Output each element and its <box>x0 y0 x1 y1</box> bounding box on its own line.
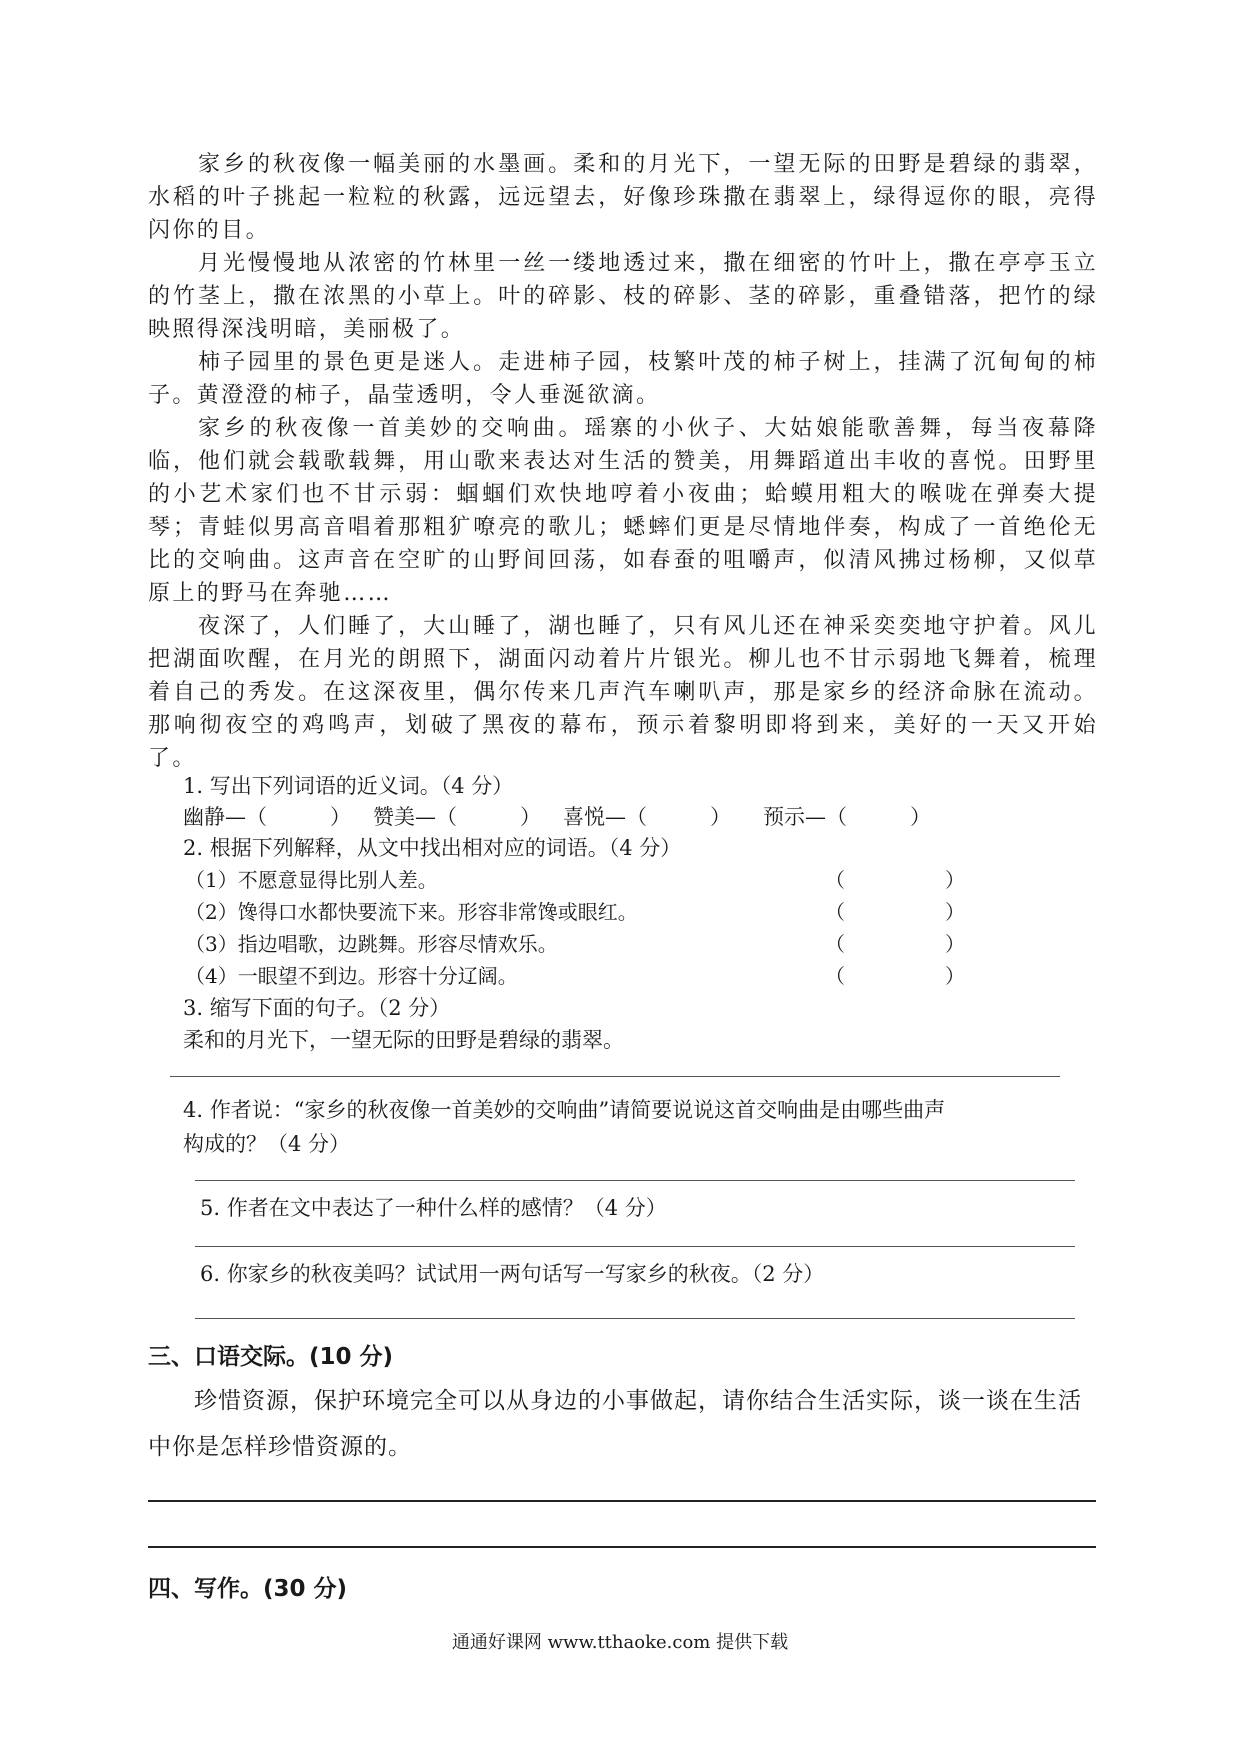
question-4-cont: 构成的？（4 分） <box>183 1132 351 1156</box>
definition-text: （4）一眼望不到边。形容十分辽阔。 <box>185 964 518 988</box>
passage-paragraph: 月光慢慢地从浓密的竹林里一丝一缕地透过来，撒在细密的竹叶上，撒在亭亭玉立的竹茎上，撒在浓黑的小草上。叶的碎影、枝的碎影、茎的碎影，重叠错落，把竹的绿映照得深浅明暗，美丽极了。 <box>148 251 1098 342</box>
reading-passage <box>148 148 1098 775</box>
answer-line <box>195 1318 1075 1319</box>
definition-text: （3）指边唱歌，边跳舞。形容尽情欢乐。 <box>185 932 558 956</box>
question-4: 4. 作者说：“家乡的秋夜像一首美妙的交响曲”请简要说说这首交响曲是由哪些曲声 <box>183 1098 946 1122</box>
definition-row <box>183 928 1098 960</box>
question-1: 1. 写出下列词语的近义词。（4 分） <box>183 774 514 798</box>
answer-blank: （ ） <box>825 932 965 956</box>
writing-line <box>148 1546 1096 1548</box>
synonym-item: 赞美—（ ） <box>373 805 541 829</box>
writing-line <box>148 1500 1096 1502</box>
question-list <box>183 770 1098 1056</box>
question-5: 5. 作者在文中表达了一种什么样的感情？（4 分） <box>200 1196 667 1220</box>
oral-prompt <box>148 1378 1098 1470</box>
answer-blank: （ ） <box>825 868 965 892</box>
definition-text: （1）不愿意显得比别人差。 <box>185 868 438 892</box>
footer-text: 通通好课网 www.tthaoke.com 提供下载 <box>451 1632 789 1653</box>
oral-prompt-text: 珍惜资源，保护环境完全可以从身边的小事做起，请你结合生活实际，谈一谈在生活中你是怎样珍惜资源的。 <box>148 1388 1082 1460</box>
synonym-item: 预示—（ ） <box>763 805 931 829</box>
answer-line <box>195 1180 1075 1181</box>
passage-paragraph: 家乡的秋夜像一首美妙的交响曲。瑶寨的小伙子、大姑娘能歌善舞，每当夜幕降临，他们就会载歌载舞，用山歌来表达对生活的赞美，用舞蹈道出丰收的喜悦。田野里的小艺术家们也不甘示弱：蝈蝈们欢快地哼着小夜曲；蛤蟆用粗大的喉咙在弹奏大提琴；青蛙似男高音唱着那粗犷嘹亮的歌儿；蟋蟀们更是尽情地伴奏，构成了一首绝伦无比的交响曲。这声音在空旷的山野间回荡，如春蚕的咀嚼声，似清风拂过杨柳，又似草原上的野马在奔驰…… <box>148 416 1098 606</box>
question-3-sentence: 柔和的月光下，一望无际的田野是碧绿的翡翠。 <box>183 1028 624 1052</box>
passage-paragraph: 柿子园里的景色更是迷人。走进柿子园，枝繁叶茂的柿子树上，挂满了沉甸甸的柿子。黄澄澄的柿子，晶莹透明，令人垂涎欲滴。 <box>148 350 1098 408</box>
synonym-item: 喜悦—（ ） <box>563 805 731 829</box>
question-3: 3. 缩写下面的句子。（2 分） <box>183 996 451 1020</box>
definition-text: （2）馋得口水都快要流下来。形容非常馋或眼红。 <box>185 900 638 924</box>
definition-row <box>183 864 1098 896</box>
synonym-item: 幽静—（ ） <box>183 805 351 829</box>
answer-line <box>195 1246 1075 1247</box>
definition-row <box>183 960 1098 992</box>
passage-paragraph: 夜深了，人们睡了，大山睡了，湖也睡了，只有风儿还在神采奕奕地守护着。风儿把湖面吹醒，在月光的朗照下，湖面闪动着片片银光。柳儿也不甘示弱地飞舞着，梳理着自己的秀发。在这深夜里，偶尔传来几声汽车喇叭声，那是家乡的经济命脉在流动。那响彻夜空的鸡鸣声，划破了黑夜的幕布，预示着黎明即将到来，美好的一天又开始了。 <box>148 614 1098 771</box>
answer-blank: （ ） <box>825 900 965 924</box>
synonym-row <box>183 802 1098 832</box>
question-6: 6. 你家乡的秋夜美吗？试试用一两句话写一写家乡的秋夜。（2 分） <box>200 1262 825 1286</box>
passage-paragraph: 家乡的秋夜像一幅美丽的水墨画。柔和的月光下，一望无际的田野是碧绿的翡翠，水稻的叶子挑起一粒粒的秋露，远远望去，好像珍珠撒在翡翠上，绿得逗你的眼，亮得闪你的目。 <box>148 152 1098 243</box>
answer-blank: （ ） <box>825 964 965 988</box>
answer-line <box>170 1076 1060 1077</box>
definition-row <box>183 896 1098 928</box>
question-2: 2. 根据下列解释，从文中找出相对应的词语。（4 分） <box>183 836 682 860</box>
section-4-heading: 四、写作。(30 分) <box>148 1576 348 1602</box>
section-3-heading: 三、口语交际。(10 分) <box>148 1344 394 1370</box>
